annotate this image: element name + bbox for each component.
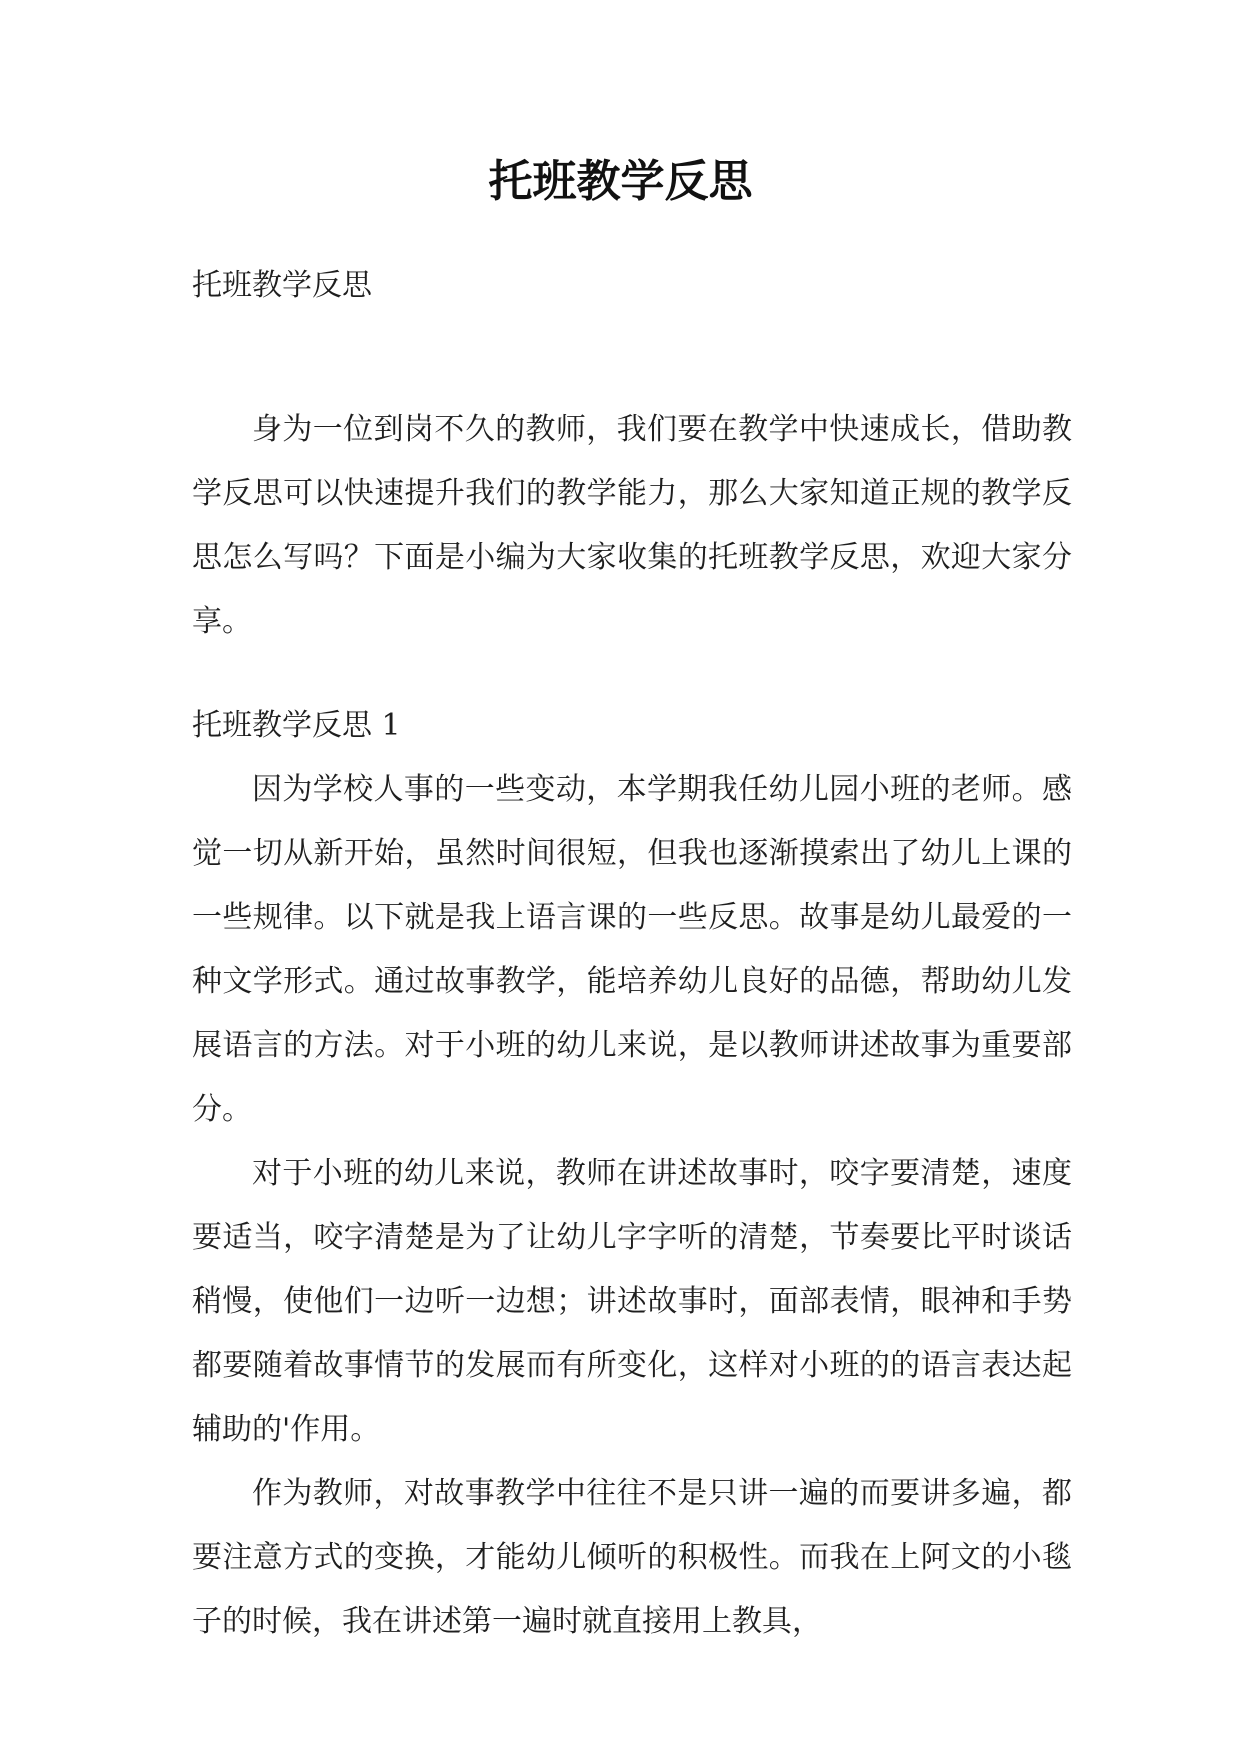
body-paragraph-2: 对于小班的幼儿来说，教师在讲述故事时，咬字要清楚，速度要适当，咬字清楚是为了让幼儿字字听的清楚，节奏要比平时谈话稍慢，使他们一边听一边想；讲述故事时，面部表情，眼神和手势都要随着故事情节的发展而有所变化，这样对小班的的语言表达起辅助的'作用。 [192,1156,1072,1447]
document-title: 托班教学反思 [488,156,753,207]
intro-block [192,398,1072,654]
section-body [192,758,1072,1654]
section-heading: 托班教学反思 1 [192,708,401,743]
body-paragraph-3: 作为教师，对故事教学中往往不是只讲一遍的而要讲多遍，都要注意方式的变换，才能幼儿倾听的积极性。而我在上阿文的小毯子的时候，我在讲述第一遍时就直接用上教具， [192,1476,1072,1639]
document-subtitle: 托班教学反思 [192,268,372,303]
intro-paragraph: 身为一位到岗不久的教师，我们要在教学中快速成长，借助教学反思可以快速提升我们的教学能力，那么大家知道正规的教学反思怎么写吗？下面是小编为大家收集的托班教学反思，欢迎大家分享。 [192,412,1072,639]
body-paragraph-1: 因为学校人事的一些变动，本学期我任幼儿园小班的老师。感觉一切从新开始，虽然时间很短，但我也逐渐摸索出了幼儿上课的一些规律。以下就是我上语言课的一些反思。故事是幼儿最爱的一种文学形式。通过故事教学，能培养幼儿良好的品德，帮助幼儿发展语言的方法。对于小班的幼儿来说，是以教师讲述故事为重要部分。 [192,772,1072,1127]
